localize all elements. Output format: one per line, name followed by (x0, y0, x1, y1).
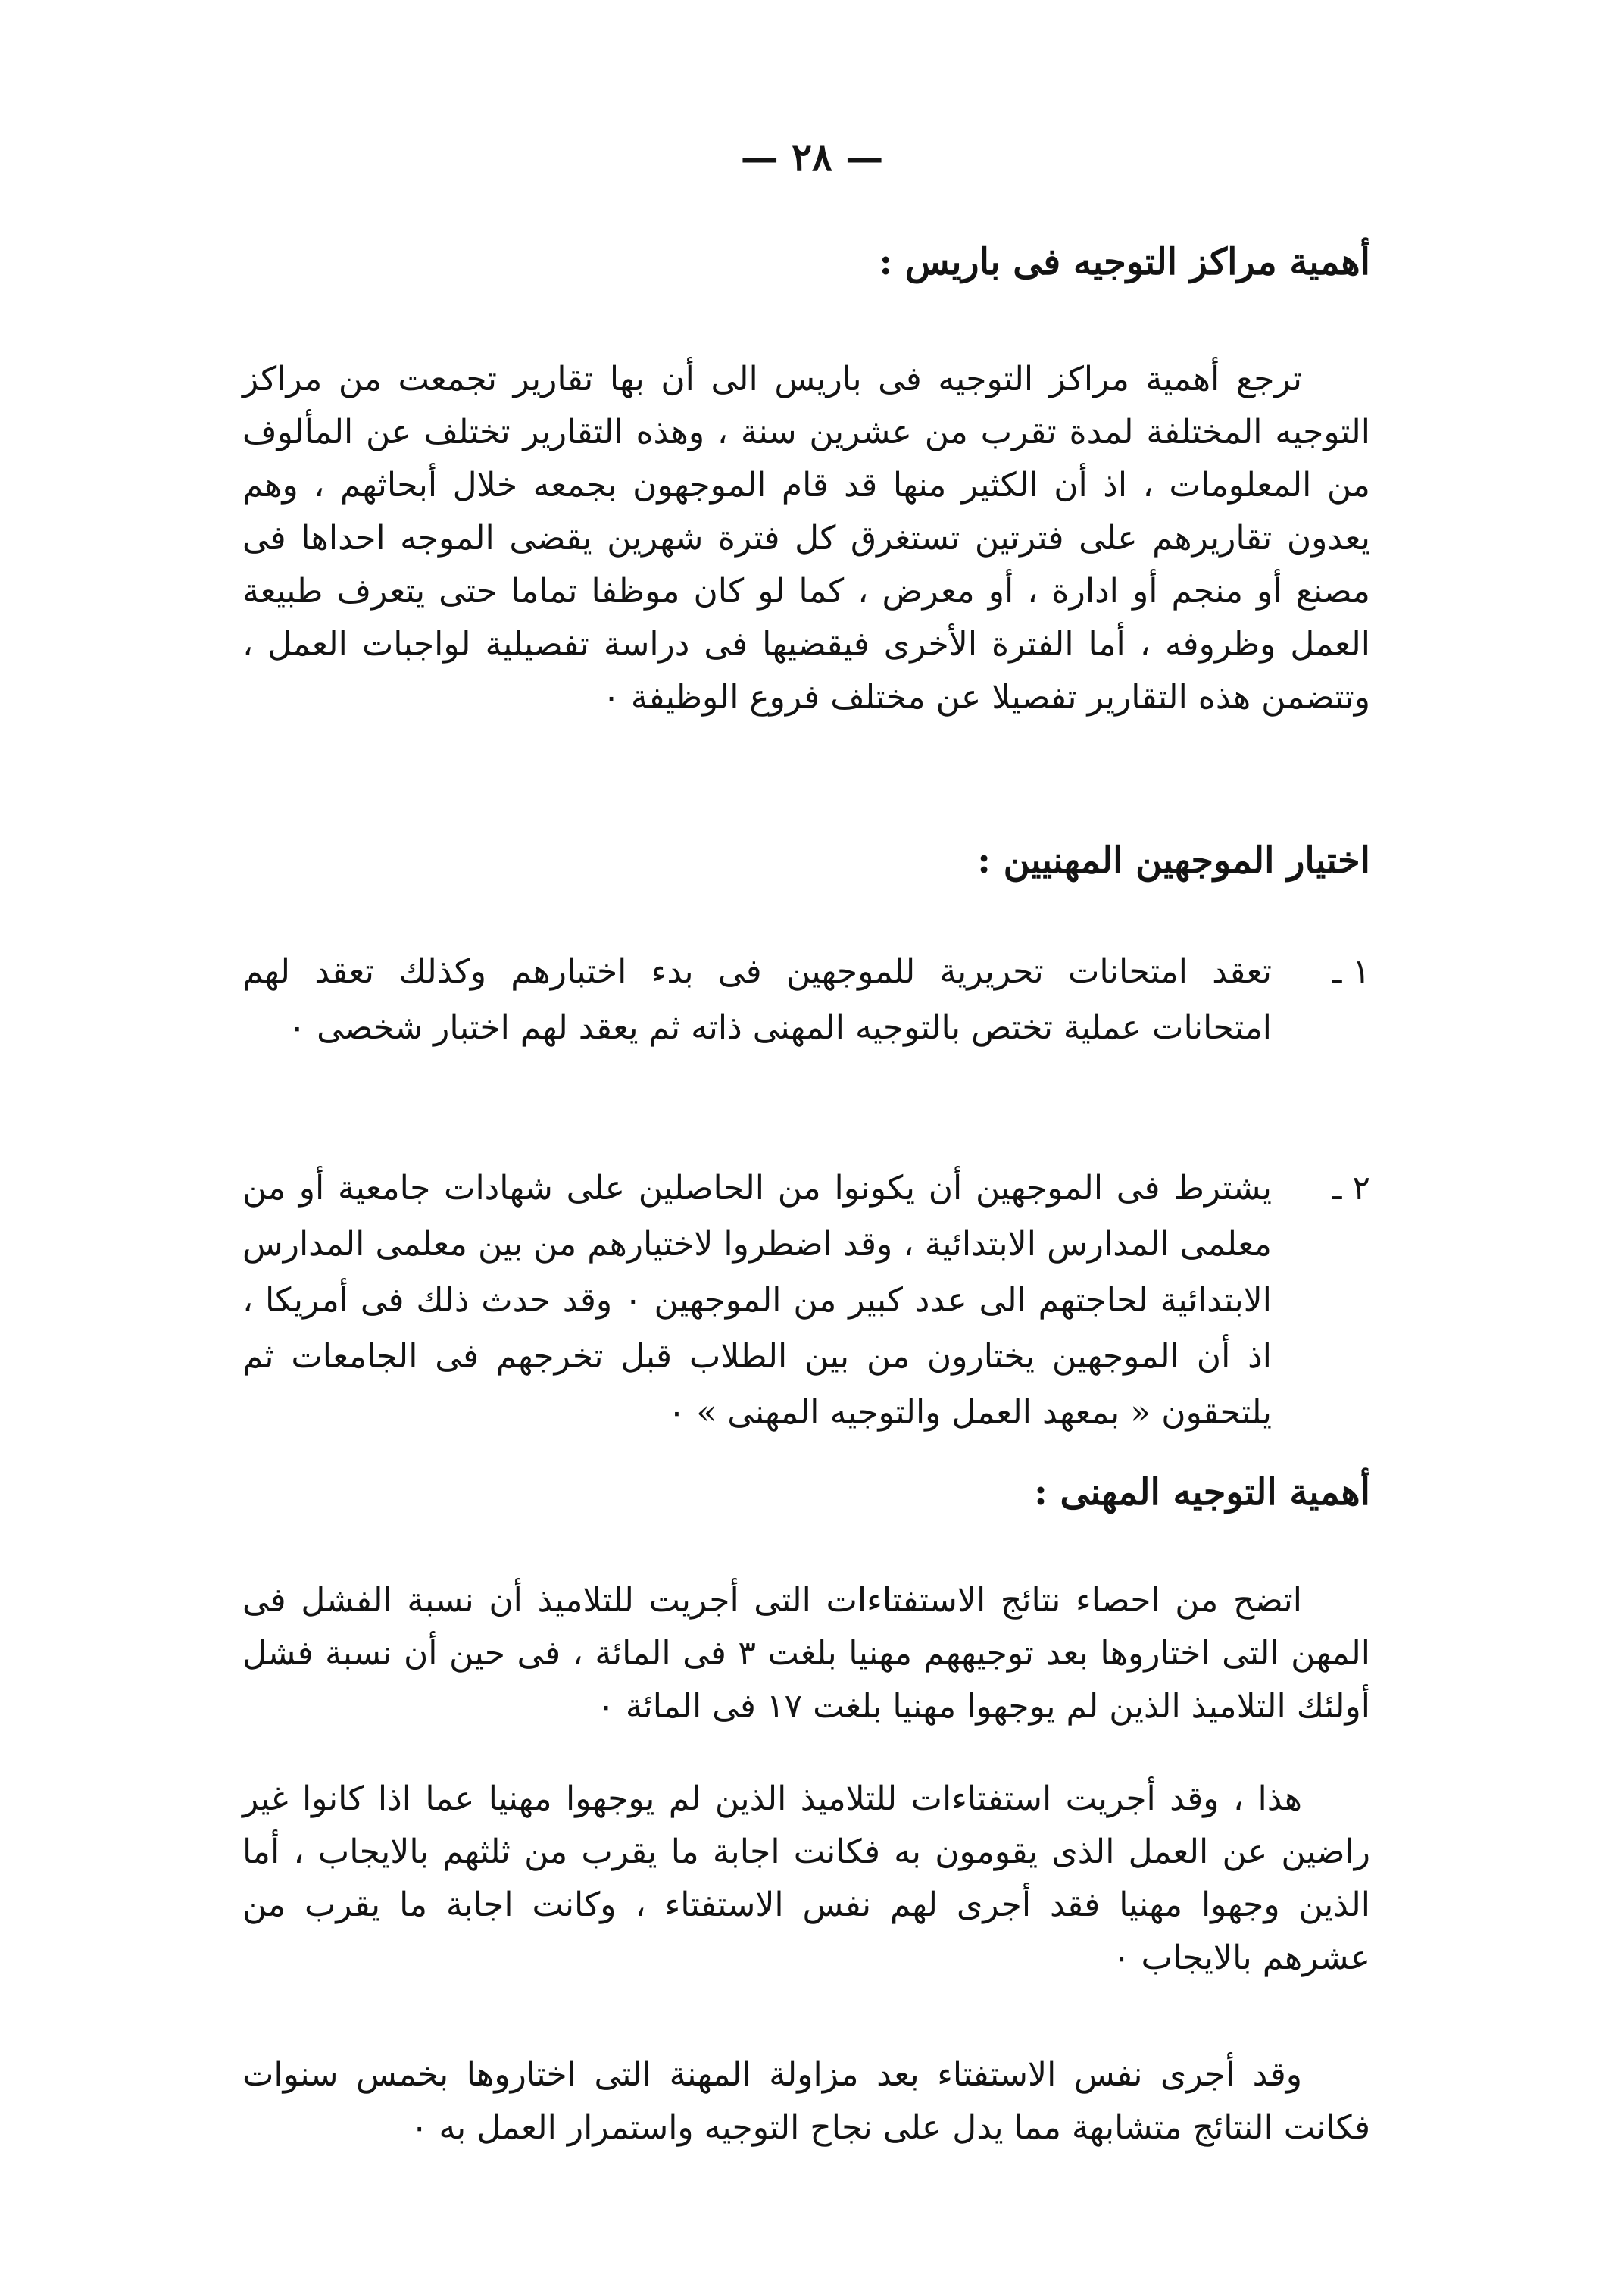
page-number: — ٢٨ — (740, 135, 884, 180)
section-heading-paris-centers: أهمية مراكز التوجيه فى باريس : (879, 241, 1370, 283)
section-heading-vocational-guidance: أهمية التوجيه المهنى : (1034, 1471, 1370, 1514)
paragraph-five-year-survey: وقد أجرى نفس الاستفتاء بعد مزاولة المهنة التى اختاروها بخمس سنوات فكانت النتائج متشابهة مما يدل على نجاح التوجيه واستمرار العمل به ٠ (242, 2055, 1370, 2147)
paragraph-paris-centers: ترجع أهمية مراكز التوجيه فى باريس الى أن بها تقارير تجمعت من مراكز التوجيه المختلفة لمدة تقرب من عشرين سنة ، وهذه التقارير تختلف عن المألوف من المعلومات ، اذ أن الكثير منها قد قام الموجهون بجمعه خلال أبحاثهم ، وهم يعدون تقاريرهم على فترتين تستغرق كل فترة شهرين يقضى الموجه احداها فى مصنع أو منجم أو ادارة ، أو معرض ، كما لو كان موظفا تماما حتى يتعرف طبيعة العمل وظروفه ، أما الفترة الأخرى فيقضيها فى دراسة تفصيلية لواجبات العمل ، وتتضمن هذه التقارير تفصيلا عن مختلف فروع الوظيفة ٠ (242, 360, 1370, 717)
list-item-number: ١ ـ (1332, 952, 1370, 991)
list-item-text: يشترط فى الموجهين أن يكونوا من الحاصلين على شهادات جامعية أو من معلمى المدارس الابتدائية ، وقد اضطروا لاختيارهم من بين معلمى المدارس الابتدائية لحاجتهم الى عدد كبير من الموجهين ٠ وقد حدث ذلك فى أمريكا ، اذ أن الموجهين يختارون من بين الطلاب قبل تخرجهم فى الجامعات ثم يلتحقون « بمعهد العمل والتوجيه المهنى » ٠ (242, 1169, 1273, 1432)
paragraph-satisfaction-survey: هذا ، وقد أجريت استفتاءات للتلاميذ الذين لم يوجهوا مهنيا عما اذا كانوا غير راضين عن العمل الذى يقومون به فكانت اجابة ما يقرب من ثلثهم بالايجاب ، أما الذين وجهوا مهنيا فقد أجرى لهم نفس الاستفتاء ، وكانت اجابة ما يقرب من عشرهم بالايجاب ٠ (242, 1779, 1370, 1977)
list-item-1 (242, 944, 1370, 1056)
paragraph-survey-results: اتضح من احصاء نتائج الاستفتاءات التى أجريت للتلاميذ أن نسبة الفشل فى المهن التى اختاروها بعد توجيههم مهنيا بلغت ٣ فى المائة ، فى حين أن نسبة فشل أولئك التلاميذ الذين لم يوجهوا مهنيا بلغت ١٧ فى المائة ٠ (242, 1581, 1371, 1726)
list-item-2 (242, 1161, 1370, 1441)
list-item-number: ٢ ـ (1332, 1169, 1370, 1208)
list-item-text: تعقد امتحانات تحريرية للموجهين فى بدء اختبارهم وكذلك تعقد لهم امتحانات عملية تختص بالتوجيه المهنى ذاته ثم يعقد لهم اختبار شخصى ٠ (242, 952, 1272, 1047)
section-heading-counselor-selection: اختيار الموجهين المهنيين : (977, 839, 1370, 882)
